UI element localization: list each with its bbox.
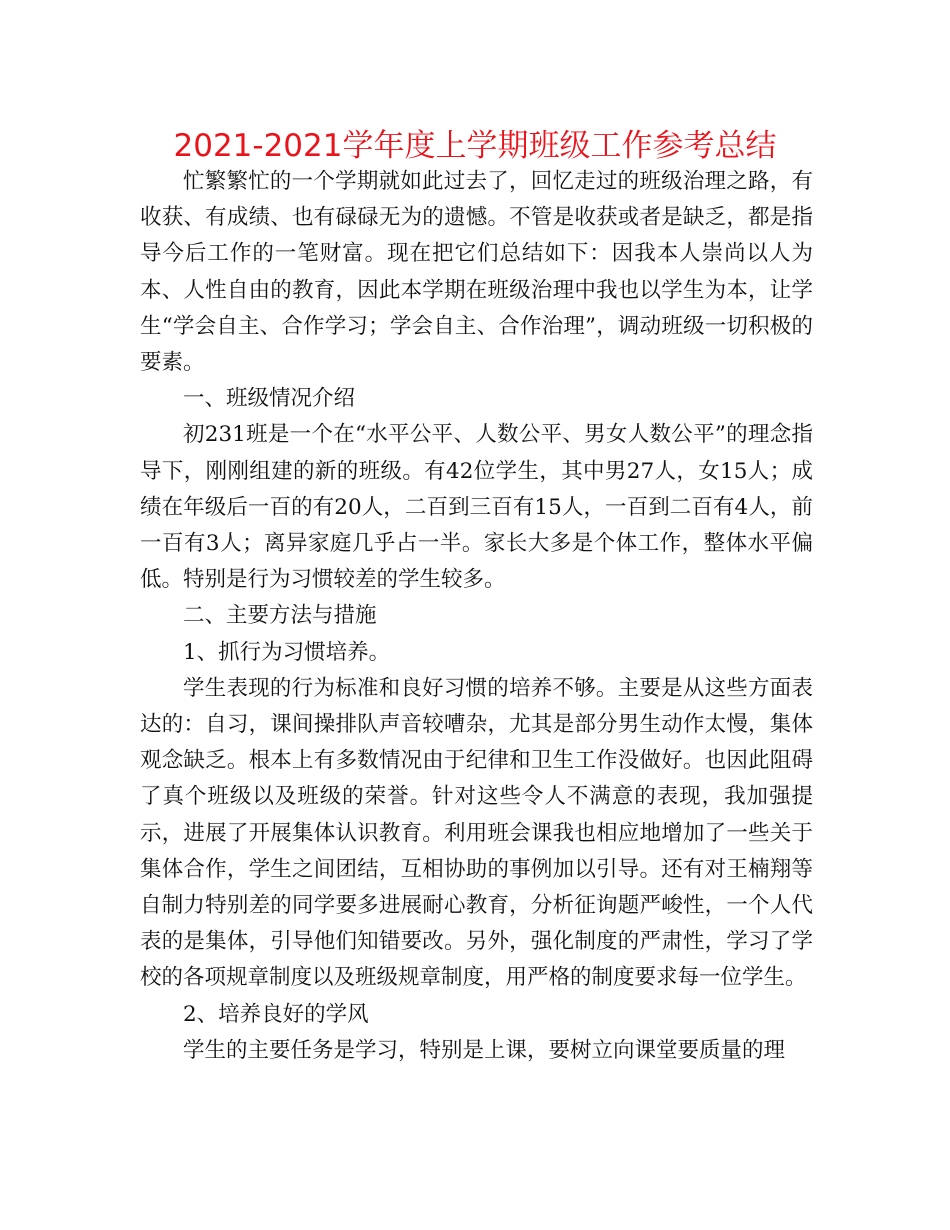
- subheading-behavior-habits: 1、抓行为习惯培养。: [183, 639, 391, 665]
- section-heading-methods: 二、主要方法与措施: [183, 603, 377, 629]
- document-body: [140, 164, 813, 1069]
- paragraph-intro: 忙繁繁忙的一个学期就如此过去了，回忆走过的班级治理之路，有收获、有成绩、也有碌碌无为的遗憾。不管是收获或者是缺乏，都是指导今后工作的一笔财富。现在把它们总结如下：因我本人崇尚以人为本、人性自由的教育，因此本学期在班级治理中我也以学生为本，让学生“学会自主、合作学习；学会自主、合作治理”，调动班级一切积极的要素。: [140, 169, 813, 376]
- paragraph-behavior-habits: 学生表现的行为标准和良好习惯的培养不够。主要是从这些方面表达的：自习，课间操排队声音较嘈杂，尤其是部分男生动作太慢，集体观念缺乏。根本上有多数情况由于纪律和卫生工作没做好。也因此阻碍了真个班级以及班级的荣誉。针对这些令人不满意的表现，我加强提示，进展了开展集体认识教育。利用班会课我也相应地增加了一些关于集体合作，学生之间团结，互相协助的事例加以引导。还有对王楠翔等自制力特别差的同学要多进展耐心教育，分析征询题严峻性，一个人代表的是集体，引导他们知错要改。另外，强化制度的严肃性，学习了学校的各项规章制度以及班级规章制度，用严格的制度要求每一位学生。: [140, 675, 813, 991]
- subheading-study-style: 2、培养良好的学风: [183, 1001, 369, 1027]
- paragraph-class-intro: 初231班是一个在“水平公平、人数公平、男女人数公平”的理念指导下，刚刚组建的新的班级。有42位学生，其中男27人，女15人；成绩在年级后一百的有20人，二百到三百有15人，一百到二百有4人，前一百有3人；离异家庭几乎占一半。家长大多是个体工作，整体水平偏低。特别是行为习惯较差的学生较多。: [140, 422, 813, 593]
- document-title: 2021-2021学年度上学期班级工作参考总结: [173, 128, 777, 164]
- paragraph-study-style: 学生的主要任务是学习，特别是上课，要树立向课堂要质量的理: [183, 1037, 786, 1063]
- section-heading-class-intro: 一、班级情况介绍: [183, 386, 356, 412]
